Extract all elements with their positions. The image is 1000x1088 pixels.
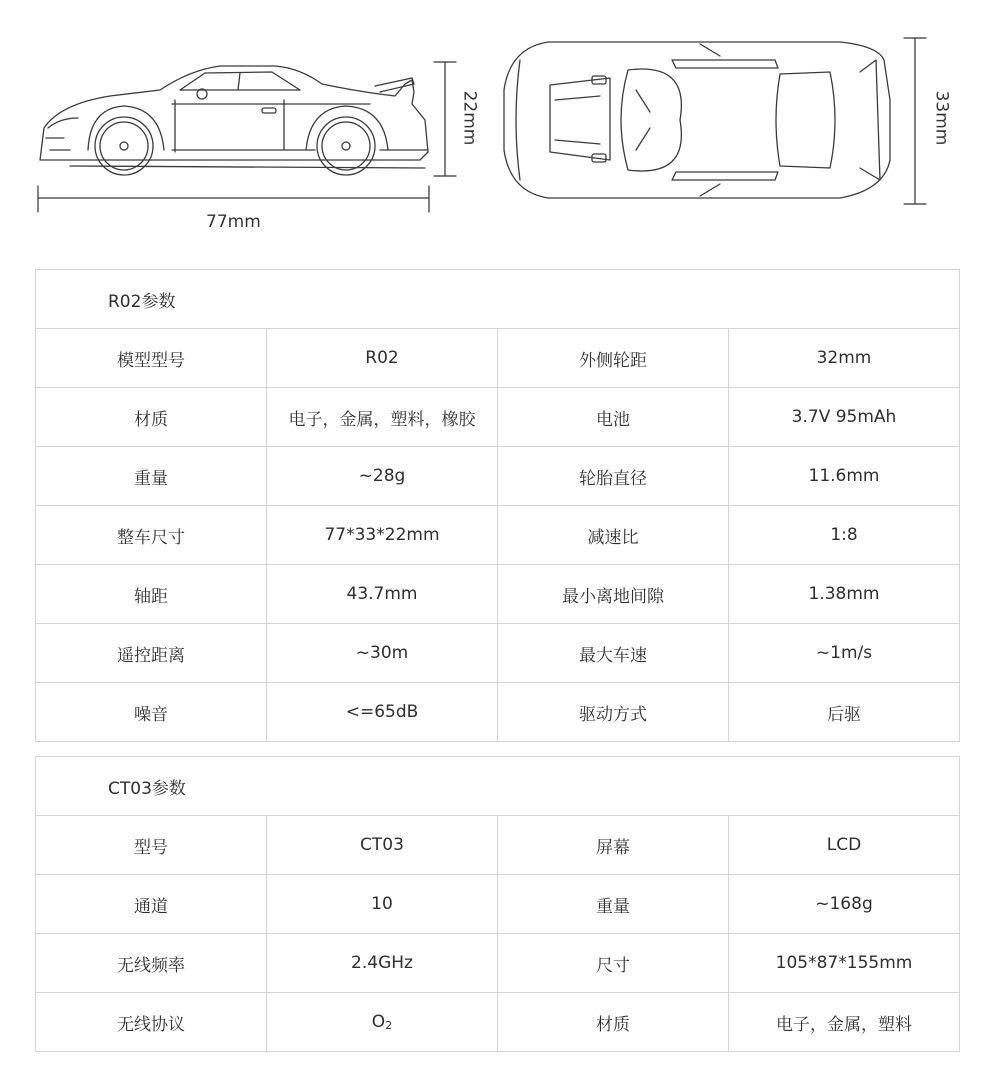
spec-value: CT03 — [267, 816, 498, 875]
ct03-spec-table — [35, 756, 960, 1052]
car-top-view — [504, 42, 890, 198]
car-dimension-diagram — [0, 0, 1000, 260]
spec-value: 77*33*22mm — [267, 506, 498, 565]
table-row — [36, 934, 960, 993]
spec-value: ~28g — [267, 447, 498, 506]
spec-label: 材质 — [36, 388, 267, 447]
spec-label: 外侧轮距 — [498, 329, 729, 388]
spec-value-protocol — [267, 993, 498, 1052]
spec-value: 32mm — [729, 329, 960, 388]
spec-label: 轮胎直径 — [498, 447, 729, 506]
spec-value: LCD — [729, 816, 960, 875]
spec-value: ~1m/s — [729, 624, 960, 683]
spec-label: 遥控距离 — [36, 624, 267, 683]
spec-value: R02 — [267, 329, 498, 388]
spec-value: 电子，金属，塑料，橡胶 — [267, 388, 498, 447]
dimension-lines — [38, 38, 926, 212]
spec-label: 轴距 — [36, 565, 267, 624]
spec-label: 无线协议 — [36, 993, 267, 1052]
spec-value: 电子，金属，塑料 — [729, 993, 960, 1052]
table-row — [36, 993, 960, 1052]
spec-label: 材质 — [498, 993, 729, 1052]
spec-label: 重量 — [498, 875, 729, 934]
r02-spec-table — [35, 269, 960, 742]
spec-value: 105*87*155mm — [729, 934, 960, 993]
car-drawings — [0, 0, 1000, 260]
spec-label: 驱动方式 — [498, 683, 729, 742]
spec-value: 3.7V 95mAh — [729, 388, 960, 447]
r02-table-title: R02参数 — [36, 270, 960, 329]
table-row — [36, 447, 960, 506]
table-row — [36, 816, 960, 875]
spec-value: 后驱 — [729, 683, 960, 742]
table-title-row — [36, 757, 960, 816]
ct03-table-title: CT03参数 — [36, 757, 960, 816]
spec-value: 1:8 — [729, 506, 960, 565]
table-row — [36, 624, 960, 683]
table-row — [36, 683, 960, 742]
spec-value: 11.6mm — [729, 447, 960, 506]
height-dimension-label: 22mm — [459, 90, 480, 146]
spec-value: 10 — [267, 875, 498, 934]
car-side-view — [40, 66, 428, 175]
spec-label: 整车尺寸 — [36, 506, 267, 565]
spec-label: 噪音 — [36, 683, 267, 742]
length-dimension-label: 77mm — [206, 212, 261, 232]
spec-value: ~30m — [267, 624, 498, 683]
spec-label: 无线频率 — [36, 934, 267, 993]
spec-value: 2.4GHz — [267, 934, 498, 993]
spec-value: <=65dB — [267, 683, 498, 742]
spec-label: 最大车速 — [498, 624, 729, 683]
spec-label: 屏幕 — [498, 816, 729, 875]
spec-value: ~168g — [729, 875, 960, 934]
spec-label: 重量 — [36, 447, 267, 506]
protocol-value: O — [371, 1012, 386, 1032]
table-row — [36, 506, 960, 565]
protocol-subscript: 2 — [385, 1019, 393, 1032]
spec-label: 型号 — [36, 816, 267, 875]
table-title-row — [36, 270, 960, 329]
table-row — [36, 875, 960, 934]
spec-label: 减速比 — [498, 506, 729, 565]
spec-label: 尺寸 — [498, 934, 729, 993]
spec-label: 模型型号 — [36, 329, 267, 388]
table-row — [36, 329, 960, 388]
table-row — [36, 565, 960, 624]
spec-label: 电池 — [498, 388, 729, 447]
width-dimension-label: 33mm — [931, 90, 952, 146]
spec-value: 43.7mm — [267, 565, 498, 624]
spec-label: 最小离地间隙 — [498, 565, 729, 624]
table-row — [36, 388, 960, 447]
spec-label: 通道 — [36, 875, 267, 934]
spec-value: 1.38mm — [729, 565, 960, 624]
